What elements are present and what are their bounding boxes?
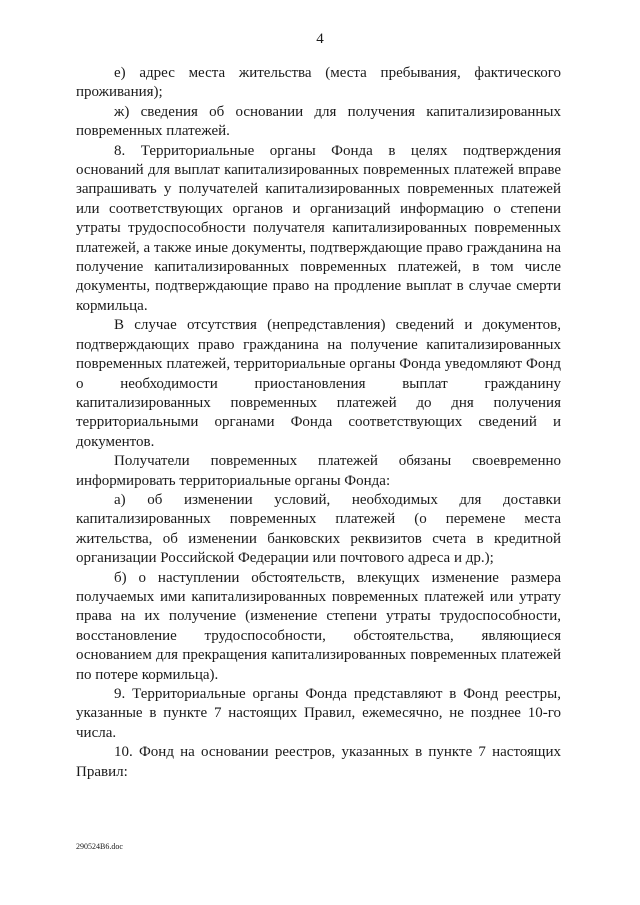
document-footer: 290524В6.doc (76, 842, 123, 851)
paragraph-basis: ж) сведения об основании для получения капитализированных повременных платежей. (76, 103, 561, 140)
paragraph-item-10: 10. Фонд на основании реестров, указанных в пункте 7 настоящих Правил: (76, 744, 561, 780)
paragraph-subitem-b: б) о наступлении обстоятельств, влекущих изменение размера получаемых ими капитализированных повременных платежей или утрату права на их получение (изменение степени утраты трудоспособности, восстановление трудоспособности, обстоятельства, являющиеся основанием для прекращения капитализированных повременных платежей по потере кормильца). (76, 569, 561, 683)
paragraph-item-9: 9. Территориальные органы Фонда представляют в Фонд реестры, указанные в пункте 7 настоящих Правил, ежемесячно, не позднее 10-го числа. (76, 686, 561, 741)
paragraph-address: е) адрес места жительства (места пребывания, фактического проживания); (76, 65, 561, 101)
paragraph-recipients-obliged: Получатели повременных платежей обязаны своевременно информировать территориальные органы Фонда: (76, 453, 561, 489)
page-number: 4 (316, 31, 324, 47)
paragraph-absence: В случае отсутствия (непредставления) сведений и документов, подтверждающих право гражданина на получение капитализированных повременных платежей, территориальные органы Фонда уведомляют Фонд о необходимости приостановления выплат гражданину капитализированных повременных платежей до дня получения территориальными органами Фонда соответствующих сведений и документов. (76, 317, 561, 450)
paragraph-subitem-a: а) об изменении условий, необходимых для доставки капитализированных повременных платежей (о перемене места жительства, об изменении банковских реквизитов счета в кредитной организации Российской Федерации или почтового адреса и др.); (76, 491, 561, 567)
document-body (76, 64, 561, 782)
paragraph-item-8: 8. Территориальные органы Фонда в целях подтверждения оснований для выплат капитализированных повременных платежей вправе запрашивать у получателей капитализированных повременных платежей или соответствующих органов и организаций информацию о степени утраты трудоспособности получателя капитализированных повременных платежей, а также иные документы, подтверждающие право гражданина на получение капитализированных повременных платежей, в том числе документы, подтверждающие право на продление выплат в случае смерти кормильца. (76, 142, 561, 314)
